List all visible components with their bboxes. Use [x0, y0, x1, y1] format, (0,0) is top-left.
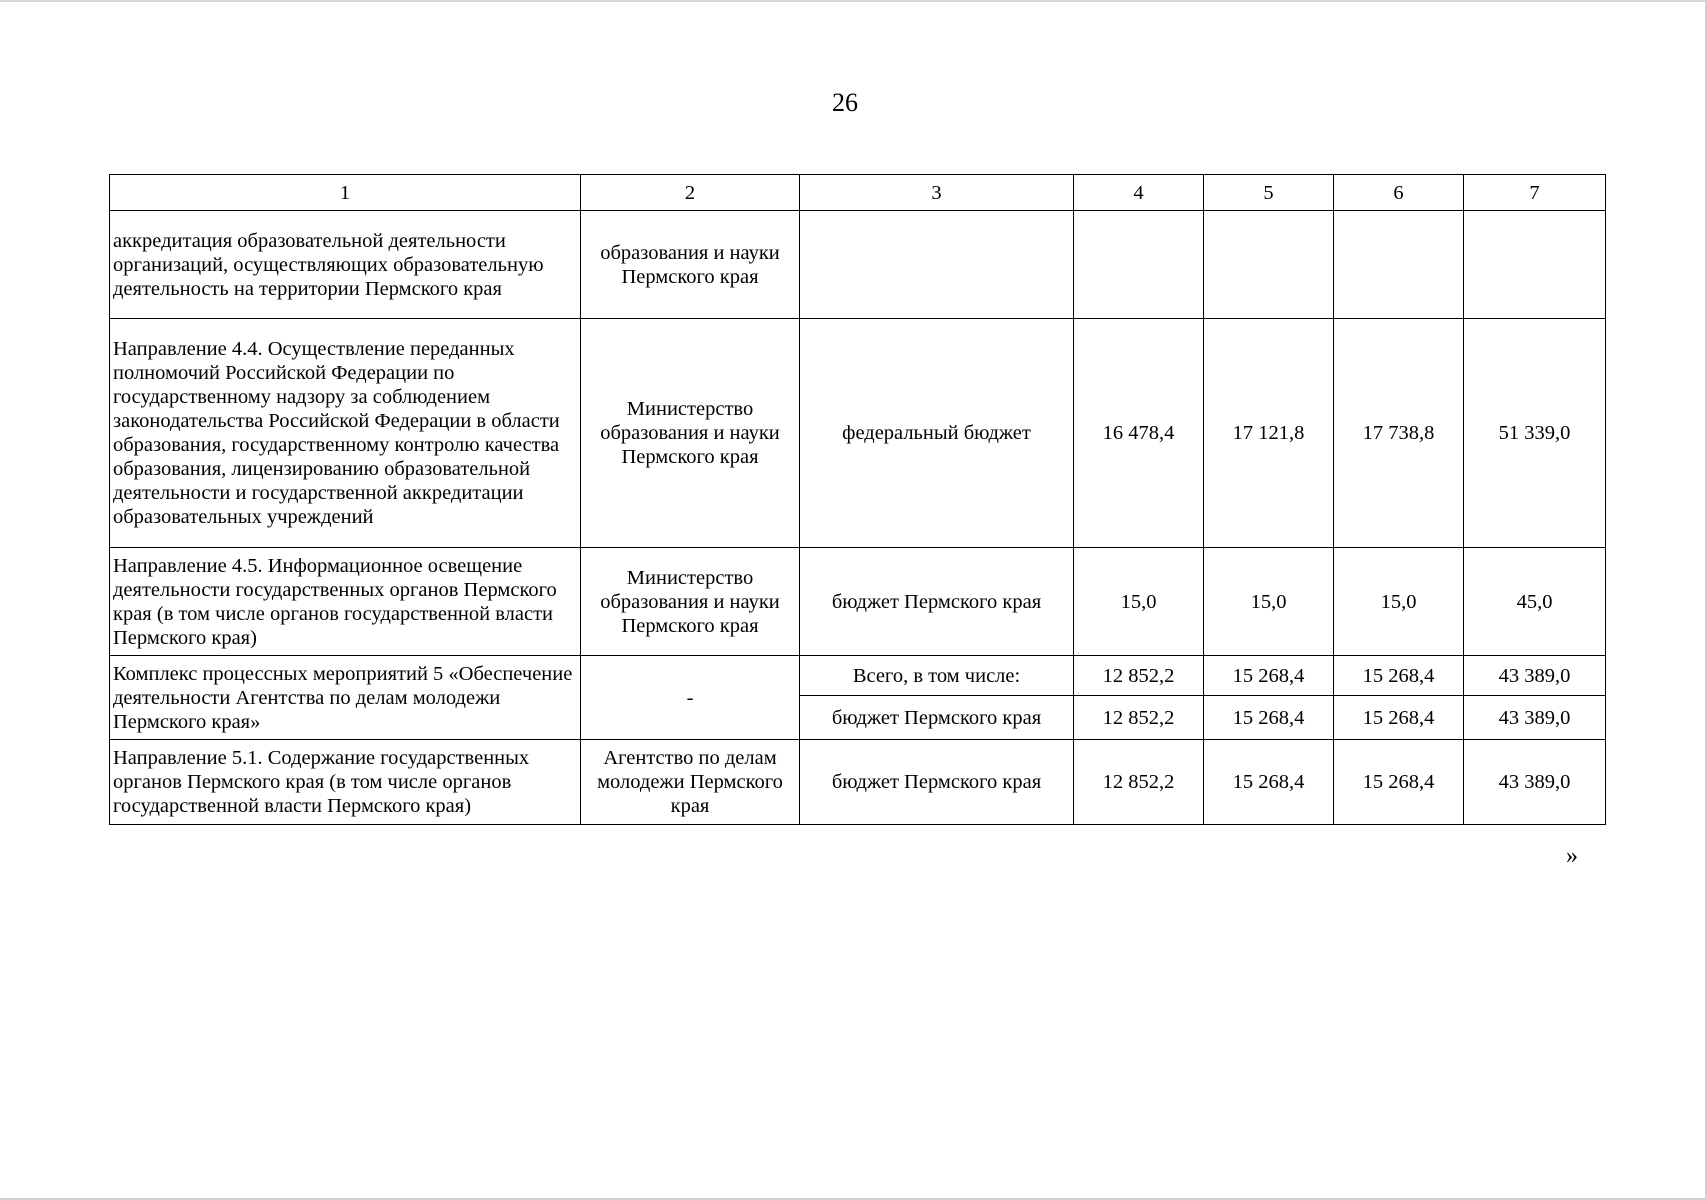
- row-source: федеральный бюджет: [800, 319, 1074, 548]
- row-value-4: 16 478,4: [1074, 319, 1204, 548]
- row-description: Направление 4.5. Информационное освещение деятельности государственных органов Пермского края (в том числе органов государственной власти Пермского края): [110, 548, 581, 656]
- row-value-7: 43 389,0: [1464, 696, 1606, 740]
- budget-table: [109, 174, 1606, 825]
- row-source: [800, 211, 1074, 319]
- row-value-6: 15,0: [1334, 548, 1464, 656]
- row-value-4: 12 852,2: [1074, 696, 1204, 740]
- row-description: Направление 5.1. Содержание государственных органов Пермского края (в том числе органов государственной власти Пермского края): [110, 740, 581, 825]
- column-header: 2: [581, 175, 800, 211]
- row-value-6: 15 268,4: [1334, 656, 1464, 696]
- row-value-5: 15,0: [1204, 548, 1334, 656]
- row-value-5: 15 268,4: [1204, 740, 1334, 825]
- row-executor: Министерство образования и науки Пермского края: [581, 319, 800, 548]
- row-source: бюджет Пермского края: [800, 740, 1074, 825]
- row-value-6: [1334, 211, 1464, 319]
- row-executor: образования и науки Пермского края: [581, 211, 800, 319]
- column-header: 7: [1464, 175, 1606, 211]
- row-executor: -: [581, 656, 800, 740]
- row-value-7: 43 389,0: [1464, 740, 1606, 825]
- row-value-5: 15 268,4: [1204, 656, 1334, 696]
- table-row: [110, 740, 1606, 825]
- row-description: аккредитация образовательной деятельности организаций, осуществляющих образовательную деятельность на территории Пермского края: [110, 211, 581, 319]
- column-header: 5: [1204, 175, 1334, 211]
- column-header: 1: [110, 175, 581, 211]
- row-source: бюджет Пермского края: [800, 548, 1074, 656]
- table-header-row: [110, 175, 1606, 211]
- row-value-6: 15 268,4: [1334, 740, 1464, 825]
- row-value-4: 12 852,2: [1074, 656, 1204, 696]
- scan-edge-top: [0, 0, 1707, 2]
- row-value-7: 51 339,0: [1464, 319, 1606, 548]
- row-value-5: 15 268,4: [1204, 696, 1334, 740]
- row-value-6: 15 268,4: [1334, 696, 1464, 740]
- column-header: 4: [1074, 175, 1204, 211]
- row-value-5: 17 121,8: [1204, 319, 1334, 548]
- column-header: 3: [800, 175, 1074, 211]
- row-description: Направление 4.4. Осуществление переданных полномочий Российской Федерации по государственному надзору за соблюдением законодательства Российской Федерации в области образования, государственному контролю качества образования, лицензированию образовательной деятельности и государственной аккредитации образовательных учреждений: [110, 319, 581, 548]
- row-source: бюджет Пермского края: [800, 696, 1074, 740]
- page-number: 26: [832, 88, 858, 117]
- row-value-4: 12 852,2: [1074, 740, 1204, 825]
- column-header: 6: [1334, 175, 1464, 211]
- row-value-4: 15,0: [1074, 548, 1204, 656]
- row-description: Комплекс процессных мероприятий 5 «Обеспечение деятельности Агентства по делам молодежи Пермского края»: [110, 656, 581, 740]
- row-value-5: [1204, 211, 1334, 319]
- row-value-7: [1464, 211, 1606, 319]
- table-row: [110, 656, 1606, 696]
- row-executor: Агентство по делам молодежи Пермского края: [581, 740, 800, 825]
- row-value-7: 43 389,0: [1464, 656, 1606, 696]
- row-value-4: [1074, 211, 1204, 319]
- row-value-7: 45,0: [1464, 548, 1606, 656]
- table-row: [110, 319, 1606, 548]
- row-source: Всего, в том числе:: [800, 656, 1074, 696]
- row-executor: Министерство образования и науки Пермского края: [581, 548, 800, 656]
- table-row: [110, 211, 1606, 319]
- table-row: [110, 548, 1606, 656]
- row-value-6: 17 738,8: [1334, 319, 1464, 548]
- closing-quote: »: [1566, 843, 1578, 869]
